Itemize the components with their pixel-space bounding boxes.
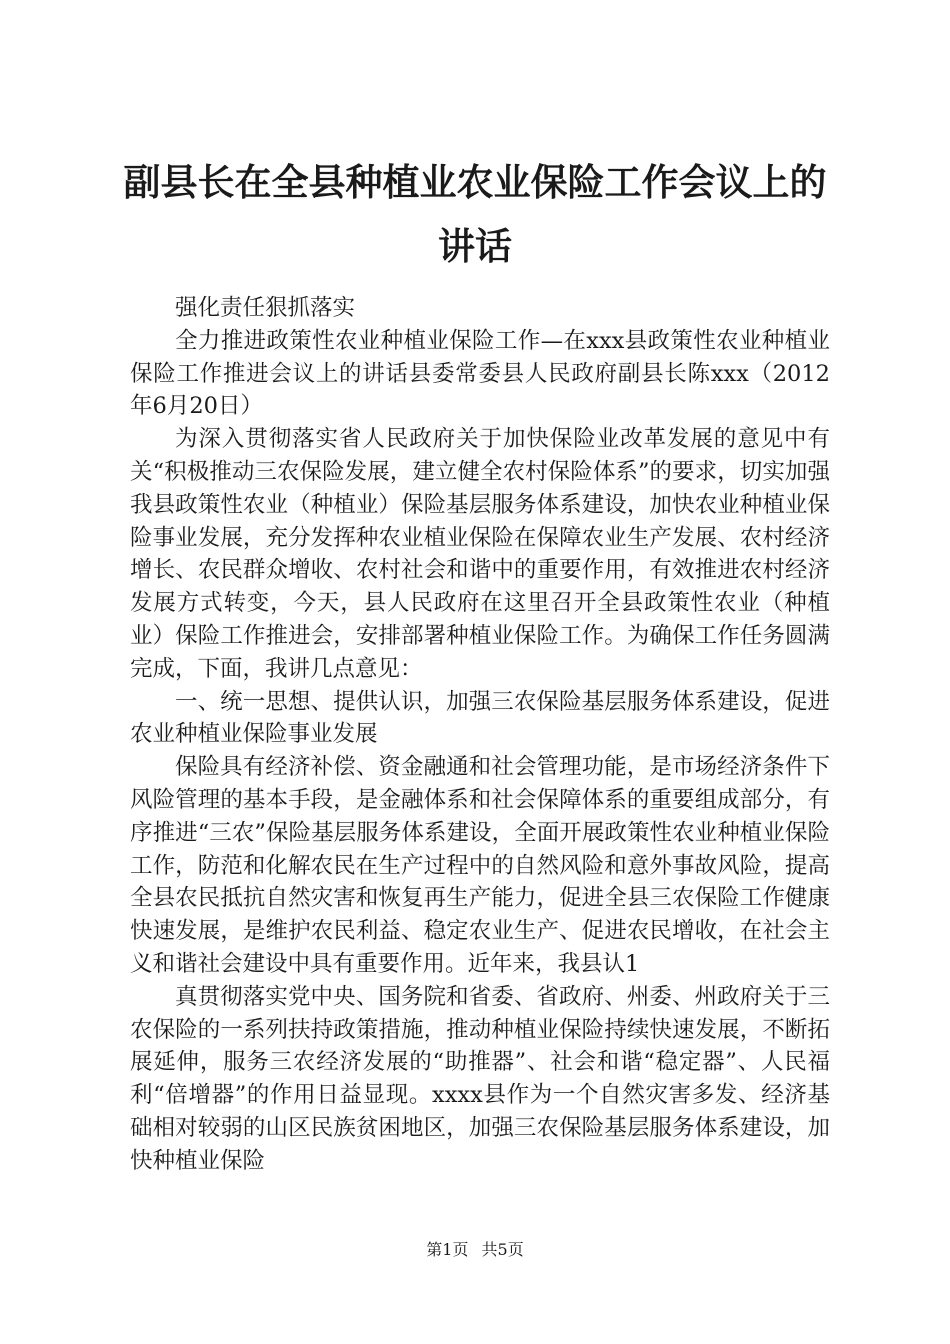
document-title: 副县长在全县种植业农业保险工作会议上的讲话 xyxy=(123,160,827,268)
body-paragraph: 保险具有经济补偿、资金融通和社会管理功能，是市场经济条件下风险管理的基本手段，是金融体系和社会保障体系的重要组成部分，有序推进“三农”保险基层服务体系建设，全面开展政策性农业种植业保险工作，防范和化解农民在生产过程中的自然风险和意外事故风险，提高全县农民抵抗自然灾害和恢复再生产能力，促进全县三农保险工作健康快速发展，是维护农民利益、稳定农业生产、促进农民增收，在社会主义和谐社会建设中具有重要作用。近年来，我县认1 xyxy=(130,754,830,977)
body-paragraph: 真贯彻落实党中央、国务院和省委、省政府、州委、州政府关于三农保险的一系列扶持政策措施，推动种植业保险持续快速发展，不断拓展延伸，服务三农经济发展的“助推器”、社会和谐“稳定器”、人民福利“倍增器”的作用日益显现。xxxx县作为一个自然灾害多发、经济基础相对较弱的山区民族贫困地区，加强三农保险基层服务体系建设，加快种植业保险 xyxy=(130,983,830,1174)
subtitle-paragraph: 强化责任狠抓落实 xyxy=(175,295,356,321)
page-number: 第1页 xyxy=(426,1240,469,1259)
page-total: 共5页 xyxy=(481,1240,524,1259)
speech-heading-paragraph: 全力推进政策性农业种植业保险工作—在xxx县政策性农业种植业保险工作推进会议上的讲话县委常委县人民政府副县长陈xxx（2012年6月20日） xyxy=(130,327,830,420)
section-heading-paragraph: 一、统一思想、提供认识，加强三农保险基层服务体系建设，促进农业种植业保险事业发展 xyxy=(130,688,830,748)
body-paragraph: 为深入贯彻落实省人民政府关于加快保险业改革发展的意见中有关“积极推动三农保险发展，建立健全农村保险体系”的要求，切实加强我县政策性农业（种植业）保险基层服务体系建设，加快农业种植业保险事业发展，充分发挥种农业植业保险在保障农业生产发展、农村经济增长、农民群众增收、农村社会和谐中的重要作用，有效推进农村经济发展方式转变，今天，县人民政府在这里召开全县政策性农业（种植业）保险工作推进会，安排部署种植业保险工作。为确保工作任务圆满完成，下面，我讲几点意见： xyxy=(130,426,830,682)
document-body xyxy=(130,292,830,1178)
page-footer xyxy=(0,1240,950,1260)
